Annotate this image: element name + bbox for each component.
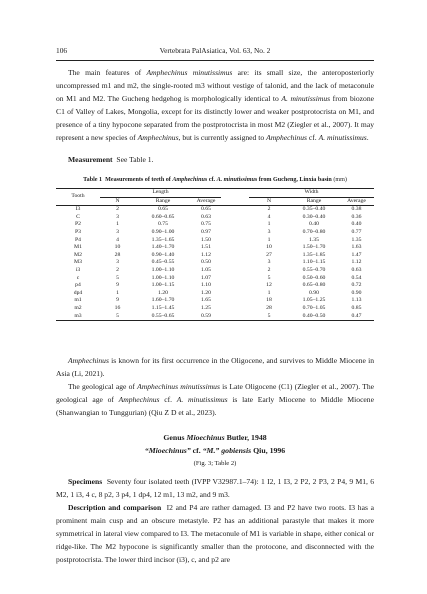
- cell-length-average: 1.25: [201, 304, 211, 311]
- cell-length-average: 0.63: [201, 213, 211, 220]
- cell-gap: [221, 221, 249, 229]
- cell-length-average: 1.05: [201, 266, 211, 273]
- cell-length-average: 1.65: [201, 297, 211, 304]
- cell-gap: [221, 229, 249, 237]
- table-row: [56, 206, 374, 214]
- cell-gap: [221, 214, 249, 222]
- cell-length-n: 28: [114, 251, 121, 258]
- cell-width-range: 1.35–1.85: [302, 251, 326, 258]
- cell-tooth: M2: [74, 251, 82, 258]
- table-row: [56, 275, 374, 283]
- cell-length-range: 0.75: [158, 221, 168, 228]
- cell-length-average: 0.75: [201, 221, 211, 228]
- cell-length-n: 3: [116, 259, 119, 266]
- paragraph-specimens: Specimens Seventy four isolated teeth (IVPP V32987.1–74): 1 I2, 1 I3, 2 P2, 2 P3, 2 P4, 9 M1, 6 M2, 1 i3, 4 c, 8 p2, 3 p4, 1 dp4, 12 m1, 13 m2, and 9 m3.: [56, 477, 375, 500]
- cell-width-n: 3: [267, 259, 271, 266]
- cell-length-range: 1.00–1.10: [151, 274, 175, 281]
- col-width-n: N: [249, 197, 289, 206]
- cell-length-average: 1.50: [201, 236, 211, 243]
- header-rule: [56, 60, 374, 61]
- paragraph-occurrence: Amphechinus is known for its first occurrence in the Oligocene, and survives to Middle Miocene in Asia (Li, 2021).: [56, 356, 374, 379]
- cell-length-range: 0.90–1.00: [151, 228, 175, 235]
- cell-width-average: 0.54: [351, 274, 362, 281]
- cell-width-n: 3: [267, 228, 271, 235]
- cell-length-n: 2: [116, 266, 119, 273]
- cell-width-average: 1.35: [351, 236, 362, 243]
- cell-length-n: 3: [116, 213, 119, 220]
- cell-length-n: 16: [114, 304, 121, 311]
- cell-width-n: 4: [267, 213, 271, 220]
- col-width-range: Range: [289, 197, 339, 206]
- cell-length-n: 1: [116, 289, 119, 296]
- cell-gap: [221, 206, 249, 214]
- cell-width-n: 1: [267, 289, 271, 296]
- journal-title: Vertebrata PalAsiatica, Vol. 63, No. 2: [159, 46, 271, 55]
- cell-width-average: 1.13: [351, 297, 362, 304]
- cell-tooth: dp4: [73, 289, 83, 296]
- cell-length-range: 1.20: [158, 289, 168, 296]
- cell-gap: [221, 290, 249, 298]
- col-length-average: Average: [191, 197, 221, 206]
- cell-length-range: 1.40–1.70: [151, 244, 175, 251]
- cell-gap: [221, 305, 249, 313]
- cell-width-average: 1.12: [351, 259, 362, 266]
- cell-length-n: 10: [114, 244, 121, 251]
- col-length-range: Range: [135, 197, 191, 206]
- cell-tooth: m2: [74, 304, 82, 311]
- col-tooth: Tooth: [56, 189, 100, 206]
- cell-width-n: 18: [266, 297, 272, 304]
- table-row: [56, 214, 374, 222]
- cell-width-n: 28: [266, 304, 272, 311]
- cell-length-range: 0.65: [158, 206, 168, 213]
- cell-width-n: 27: [266, 251, 272, 258]
- paragraph-description: Description and comparison I2 and P4 are rather damaged. I3 and P2 have two roots. I3 has a prominent main cusp and an obscure metastyle. P2 has an additional parastyle that makes it more symmetrical in lateral view compared to I3. The metaconule of M1 is variable in shape, either conical or ridge-like. The M2 hypocone is significantly smaller than the protocone, and disconnected with the postprotocrista. The lower third incisor (i3), c, and p2 are: [56, 503, 374, 565]
- cell-width-n: 10: [266, 244, 272, 251]
- cell-width-range: 0.40: [309, 221, 319, 228]
- cell-gap: [221, 259, 249, 267]
- cell-tooth: M3: [74, 259, 82, 266]
- cell-length-n: 9: [116, 282, 119, 289]
- cell-gap: [221, 282, 249, 290]
- cell-width-average: 0.90: [351, 289, 362, 296]
- cell-gap: [221, 267, 249, 275]
- group-width: Width: [249, 189, 374, 198]
- cell-tooth: p4: [75, 282, 81, 289]
- cell-width-n: 1: [267, 236, 271, 243]
- cell-gap: [221, 237, 249, 245]
- cell-width-n: 2: [267, 266, 271, 273]
- cell-tooth: c: [76, 274, 80, 281]
- table-row: [56, 244, 374, 252]
- cell-tooth: P3: [74, 228, 81, 235]
- cell-width-range: 1.10–1.15: [302, 259, 326, 266]
- cell-gap: [221, 275, 249, 283]
- cell-width-average: 0.36: [351, 213, 362, 220]
- cell-length-average: 0.59: [191, 313, 221, 321]
- cell-length-average: 0.97: [201, 228, 211, 235]
- table-row: [56, 259, 374, 267]
- cell-width-average: 1.63: [351, 244, 362, 251]
- table-row: [56, 305, 374, 313]
- cell-length-n: 5: [116, 274, 119, 281]
- table-row: [56, 229, 374, 237]
- cell-width-average: 0.72: [351, 282, 362, 289]
- cell-length-range: 1.15–1.45: [151, 304, 175, 311]
- cell-width-average: 0.38: [351, 206, 362, 213]
- cell-length-range: 1.35–1.65: [151, 236, 175, 243]
- group-length: Length: [100, 189, 221, 198]
- measurement-heading: [68, 155, 153, 164]
- cell-width-average: 0.47: [339, 313, 374, 321]
- cell-width-average: 0.40: [351, 221, 362, 228]
- table-row: [56, 221, 374, 229]
- cell-width-range: 1.05–1.25: [302, 297, 326, 304]
- cell-width-range: 0.65–0.80: [302, 282, 326, 289]
- cell-width-range: 0.70–0.80: [302, 228, 326, 235]
- measurement-label: Measurement: [68, 155, 113, 164]
- cell-width-range: 0.90: [309, 289, 319, 296]
- cell-length-average: 1.51: [201, 244, 211, 251]
- paragraph-geological-age: The geological age of Amphechinus minutissimus is Late Oligocene (C1) (Ziegler et al., 2007). The geological age of Amphechinus cf. A. minutissimus is late Early Miocene to Middle Miocene (Shanwangian to Tunggurian) (Qiu Z D et al., 2023).: [56, 382, 374, 418]
- cell-width-range: 0.55–0.70: [302, 266, 326, 273]
- cell-gap: [221, 297, 249, 305]
- cell-width-average: 0.77: [351, 228, 362, 235]
- table-row: [56, 297, 374, 305]
- cell-tooth: P4: [74, 236, 81, 243]
- table-row: [56, 267, 374, 275]
- cell-length-n: 9: [116, 297, 119, 304]
- specimens-label: Specimens: [68, 477, 103, 486]
- cell-tooth: I3: [75, 206, 81, 213]
- cell-width-range: 0.50–0.60: [302, 274, 326, 281]
- cell-gap: [221, 313, 249, 321]
- cell-width-n: 2: [267, 206, 271, 213]
- cell-tooth: m1: [74, 297, 82, 304]
- table-row: [56, 252, 374, 260]
- cell-width-range: 1.35: [309, 236, 319, 243]
- cell-width-range: 1.50–1.70: [302, 244, 326, 251]
- cell-length-range: 0.90–1.40: [151, 251, 175, 258]
- cell-length-average: 1.07: [201, 274, 211, 281]
- cell-width-average: 0.63: [351, 266, 362, 273]
- cell-length-range: 1.00–1.15: [151, 282, 175, 289]
- cell-length-n: 4: [116, 236, 119, 243]
- cell-width-n: 5: [267, 274, 271, 281]
- col-length-n: N: [100, 197, 135, 206]
- cell-length-range: 0.45–0.55: [151, 259, 175, 266]
- cell-length-n: 1: [116, 221, 119, 228]
- cell-width-n: 5: [249, 313, 289, 321]
- figure-reference: (Fig. 3; Table 2): [193, 460, 237, 467]
- cell-width-range: 0.35–0.40: [302, 206, 326, 213]
- cell-length-range: 0.60–0.65: [151, 213, 175, 220]
- cell-tooth: i3: [75, 266, 81, 273]
- page-number: 106: [56, 46, 68, 55]
- paragraph-main-features: The main features of Amphechinus minutissimus are: its small size, the anteroposteriorly uncompressed m1 and m2, the single-rooted m3 without vestige of talonid, and the lack of metaconule on M1 and M2. The Gucheng hedgehog is morphologically identical to A. minutissimus from biozone C1 of Valley of Lakes, Mongolia, except for its distinctly lower and weaker postprotocrista on M1, and presence of a tiny hypocone separated from the postprotocrista in most M2 (Ziegler et al., 2007). It may represent a new species of Amphechinus, but is currently assigned to Amphechinus cf. A. minutissimus.: [56, 68, 374, 143]
- cell-tooth: M1: [74, 244, 82, 251]
- table-row: [56, 313, 374, 321]
- cell-length-average: 0.65: [201, 206, 211, 213]
- cell-length-range: 0.55–0.65: [135, 313, 191, 321]
- cell-width-range: 0.70–1.05: [302, 304, 326, 311]
- cell-length-n: 3: [116, 228, 119, 235]
- cell-width-n: 12: [266, 282, 272, 289]
- cell-length-average: 1.12: [201, 251, 211, 258]
- table-row: [56, 282, 374, 290]
- cell-width-range: 0.30–0.40: [302, 213, 326, 220]
- cell-width-average: 1.47: [351, 251, 362, 258]
- table-row: [56, 290, 374, 298]
- col-width-average: Average: [339, 197, 374, 206]
- cell-length-average: 1.20: [201, 289, 211, 296]
- cell-tooth: C: [76, 213, 80, 220]
- cell-length-n: 2: [116, 206, 119, 213]
- running-header: [56, 46, 374, 58]
- cell-length-range: 1.60–1.70: [151, 297, 175, 304]
- description-label: Description and comparison: [68, 503, 162, 512]
- species-heading: “Mioechinus” cf. “M.” gobiensis Qiu, 1996: [144, 446, 286, 455]
- cell-width-range: 0.40–0.50: [289, 313, 339, 321]
- cell-tooth: m3: [56, 313, 100, 321]
- table-caption: Table 1 Measurements of teeth of Amphechinus cf. A. minutissimus from Gucheng, Linxia basin (mm): [83, 177, 347, 183]
- cell-length-average: 1.10: [201, 282, 211, 289]
- cell-gap: [221, 244, 249, 252]
- table-row: [56, 237, 374, 245]
- cell-width-average: 0.85: [351, 304, 362, 311]
- cell-tooth: P2: [74, 221, 81, 228]
- measurement-text: See Table 1.: [116, 155, 154, 164]
- genus-heading: Genus Mioechinus Butler, 1948: [163, 433, 267, 442]
- cell-gap: [221, 252, 249, 260]
- cell-length-n: 5: [100, 313, 135, 321]
- cell-length-average: 0.50: [201, 259, 211, 266]
- cell-length-range: 1.00–1.10: [151, 266, 175, 273]
- cell-width-n: 1: [267, 221, 271, 228]
- measurement-table: [56, 188, 374, 321]
